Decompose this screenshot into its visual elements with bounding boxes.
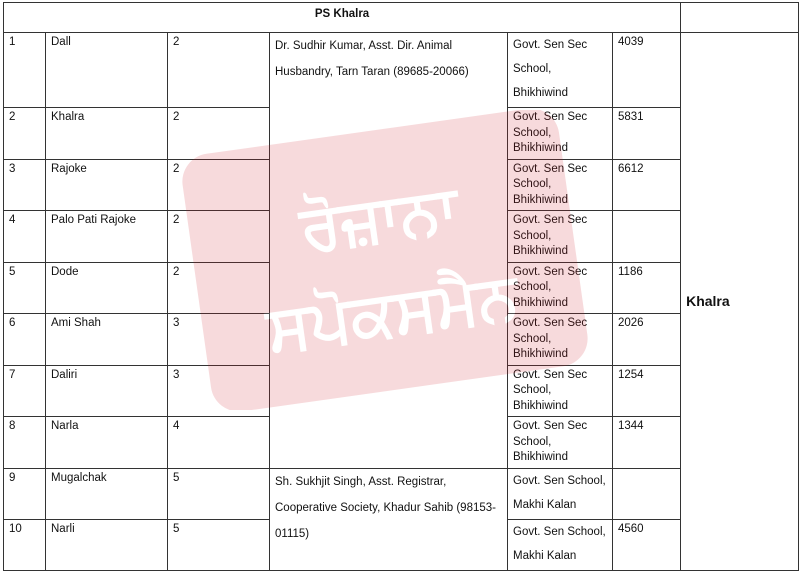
officer-name: Dr. Sudhir Kumar, Asst. Dir. Animal Husbandry, Tarn Taran (89685-20066) bbox=[275, 40, 469, 78]
code-cell bbox=[613, 468, 681, 519]
village-cell: Narli bbox=[46, 519, 168, 570]
serial-cell: 10 bbox=[4, 519, 46, 570]
serial-cell: 2 bbox=[4, 108, 46, 160]
count-cell: 5 bbox=[168, 468, 270, 519]
village-cell: Daliri bbox=[46, 365, 168, 417]
polling-table bbox=[3, 2, 799, 571]
title-row bbox=[4, 3, 799, 33]
table-title: PS Khalra bbox=[4, 3, 681, 33]
school-cell: Govt. Sen Sec School, Bhikhiwind bbox=[508, 365, 613, 417]
code-cell bbox=[613, 211, 681, 263]
count-cell: 2 bbox=[168, 262, 270, 314]
watermark-line-2: ਸਪੋਕਸਮੈਨ bbox=[262, 259, 523, 368]
count-cell: 2 bbox=[168, 108, 270, 160]
count-cell: 3 bbox=[168, 314, 270, 366]
village-cell: Narla bbox=[46, 417, 168, 469]
police-station-cell: Khalra bbox=[681, 33, 799, 571]
count-cell: 2 bbox=[168, 211, 270, 263]
village-cell: Ami Shah bbox=[46, 314, 168, 366]
village-cell: Mugalchak bbox=[46, 468, 168, 519]
school-cell: Govt. Sen Sec School, Bhikhiwind bbox=[508, 314, 613, 366]
code-cell: 1254 bbox=[613, 365, 681, 417]
code-cell: 4039 bbox=[613, 33, 681, 108]
village-cell: Dall bbox=[46, 33, 168, 108]
officer-cell bbox=[270, 468, 508, 570]
empty-header-cell bbox=[681, 3, 799, 33]
serial-cell: 5 bbox=[4, 262, 46, 314]
serial-cell: 8 bbox=[4, 417, 46, 469]
school-cell: Govt. Sen Sec School, Bhikhiwind bbox=[508, 417, 613, 469]
table-row bbox=[4, 33, 799, 108]
school-cell: Govt. Sen Sec School, Bhikhiwind bbox=[508, 262, 613, 314]
serial-cell: 7 bbox=[4, 365, 46, 417]
count-cell: 2 bbox=[168, 33, 270, 108]
school-cell: Govt. Sen Sec School, Bhikhiwind bbox=[508, 159, 613, 211]
code-cell: 1186 bbox=[613, 262, 681, 314]
school-cell: Govt. Sen Sec School, Bhikhiwind bbox=[508, 33, 613, 108]
code-cell: 4560 bbox=[613, 519, 681, 570]
serial-cell: 6 bbox=[4, 314, 46, 366]
watermark-line-1: ਰੋਜ਼ਾਨਾ bbox=[295, 171, 463, 268]
officer-name: Sh. Sukhjit Singh, Asst. Registrar, Cooperative Society, Khadur Sahib (98153-01115) bbox=[275, 475, 496, 540]
count-cell: 2 bbox=[168, 159, 270, 211]
serial-cell: 9 bbox=[4, 468, 46, 519]
code-cell: 2026 bbox=[613, 314, 681, 366]
count-cell: 3 bbox=[168, 365, 270, 417]
code-cell: 5831 bbox=[613, 108, 681, 160]
village-cell: Rajoke bbox=[46, 159, 168, 211]
village-cell: Palo Pati Rajoke bbox=[46, 211, 168, 263]
school-cell: Govt. Sen School, Makhi Kalan bbox=[508, 468, 613, 519]
count-cell: 5 bbox=[168, 519, 270, 570]
table-row bbox=[4, 468, 799, 519]
village-cell: Dode bbox=[46, 262, 168, 314]
school-cell: Govt. Sen Sec School, Bhikhiwind bbox=[508, 211, 613, 263]
serial-cell: 3 bbox=[4, 159, 46, 211]
school-cell: Govt. Sen Sec School, Bhikhiwind bbox=[508, 108, 613, 160]
officer-cell bbox=[270, 33, 508, 469]
serial-cell: 4 bbox=[4, 211, 46, 263]
village-cell: Khalra bbox=[46, 108, 168, 160]
code-cell: 1344 bbox=[613, 417, 681, 469]
count-cell: 4 bbox=[168, 417, 270, 469]
serial-cell: 1 bbox=[4, 33, 46, 108]
code-cell: 6612 bbox=[613, 159, 681, 211]
school-cell: Govt. Sen School, Makhi Kalan bbox=[508, 519, 613, 570]
